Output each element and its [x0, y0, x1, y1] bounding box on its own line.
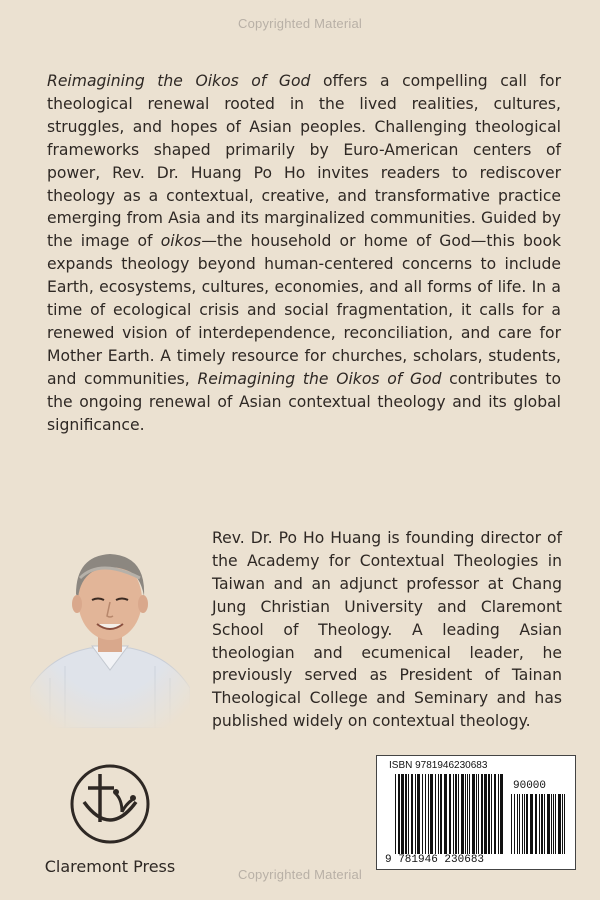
barcode-bar: [517, 794, 518, 854]
barcode-bar: [398, 774, 400, 854]
barcode-bar: [551, 794, 552, 854]
publisher-name: Claremont Press: [44, 857, 176, 876]
barcode-bar: [558, 794, 561, 854]
barcode-bar: [438, 774, 439, 854]
book-title-italic: Reimagining the Oikos of God: [47, 72, 311, 90]
barcode-bar: [440, 774, 442, 854]
barcode-bar: [481, 774, 483, 854]
barcode-bar: [401, 774, 404, 854]
barcode-bar: [458, 774, 459, 854]
barcode-bar: [555, 794, 556, 854]
barcode-bar: [541, 794, 543, 854]
barcode-bar: [449, 774, 451, 854]
barcode-bar: [472, 774, 475, 854]
claremont-press-logo-icon: [66, 760, 154, 848]
isbn-label: ISBN 9781946230683: [389, 760, 488, 771]
barcode-bar: [535, 794, 537, 854]
barcode-bar: [526, 794, 528, 854]
barcode-bar: [453, 774, 454, 854]
barcode-bar: [430, 774, 433, 854]
barcode-bar: [476, 774, 477, 854]
barcode-bar: [408, 774, 409, 854]
isbn-barcode: [376, 755, 576, 870]
barcode-bar: [411, 774, 413, 854]
barcode-bar: [395, 774, 396, 854]
barcode-bar: [530, 794, 533, 854]
barcode-bar: [544, 794, 545, 854]
barcode-bar: [547, 794, 550, 854]
oikos-italic: oikos: [160, 232, 202, 251]
barcode-bar: [519, 794, 520, 854]
book-description-paragraph: [47, 70, 561, 437]
barcode-bar: [467, 774, 468, 854]
barcode-bar: [428, 774, 429, 854]
barcode-bar: [455, 774, 457, 854]
blurb-text-part-2: —the household or home of God—this book expands theology beyond human-centered concerns to include Earth, ecosystems, cultures, economies, and all forms of life. In a time of ecological crisis and social fragmentation, it calls for a renewed vision of interdependence, reconciliation, and care for Mother Earth. A timely resource for churches, scholars, students, and communities,: [47, 232, 562, 388]
price-code: 90000: [513, 780, 547, 792]
author-bio: Rev. Dr. Po Ho Huang is founding director of the Academy for Contextual Theologies in Taiwan and an adjunct professor at Chang Jung Christian University and Claremont School of Theology. A leading Asian theologian and ecumenical leader, he previously served as President of Tainan Theological College and Seminary and has published widely on contextual theology.: [212, 529, 562, 731]
barcode-bar: [425, 774, 426, 854]
barcode-bar: [461, 774, 464, 854]
barcode-bar: [498, 774, 499, 854]
barcode-bar: [564, 794, 565, 854]
barcode-bar: [484, 774, 487, 854]
book-description: [47, 70, 561, 437]
barcode-bar: [491, 774, 492, 854]
barcode-bar: [562, 794, 563, 854]
barcode-bar: [524, 794, 525, 854]
author-photo: [30, 538, 190, 728]
barcode-bar: [511, 794, 512, 854]
barcode-bar: [488, 774, 490, 854]
copyright-watermark-top: Copyrighted Material: [238, 16, 362, 31]
barcode-bar: [422, 774, 423, 854]
barcode-bar: [494, 774, 496, 854]
barcode-bar: [444, 774, 447, 854]
barcode-bar: [539, 794, 540, 854]
copyright-watermark-bottom: Copyrighted Material: [238, 867, 362, 882]
barcode-bar: [405, 774, 407, 854]
barcode-bar: [469, 774, 470, 854]
book-title-italic-2: Reimagining the Oikos of God: [197, 369, 442, 388]
isbn-digits: 9 781946 230683: [385, 854, 485, 866]
barcode-bar: [514, 794, 515, 854]
barcode-bar: [415, 774, 416, 854]
blurb-text-part-1: offers a compelling call for theological renewal rooted in the lived realities, cultures, struggles, and hopes of Asian peoples. Challenging theological frameworks shaped primarily by Euro-American centers of power, Rev. Dr. Huang Po Ho invites readers to rediscover theology as a contextual, creative, and transformative practice emerging from Asia and its marginalized communities. Guided by the image of: [47, 72, 561, 251]
barcode-bar: [465, 774, 466, 854]
barcode-bar: [478, 774, 479, 854]
barcode-bar: [417, 774, 420, 854]
barcode-bar: [435, 774, 436, 854]
barcode-bar: [553, 794, 554, 854]
blurb-text-part-3: contributes to the ongoing renewal of Asian contextual theology and its global significance.: [47, 369, 561, 434]
barcode-bar: [522, 794, 523, 854]
barcode-bar: [500, 774, 503, 854]
